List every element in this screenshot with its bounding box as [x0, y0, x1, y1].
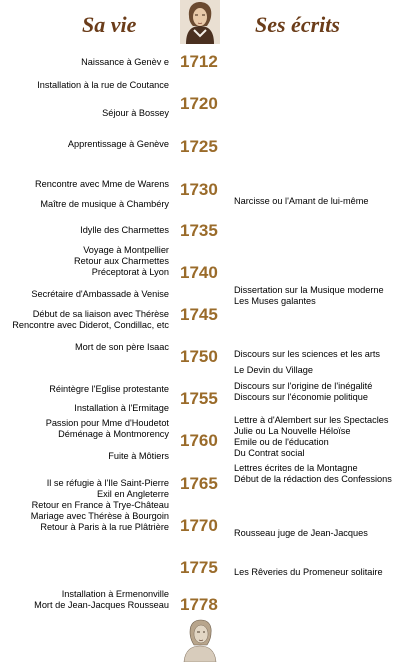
year-label: 1760	[180, 431, 218, 450]
life-event: Installation à Ermenonville	[61, 589, 169, 599]
life-event: Naissance à Genèv e	[81, 57, 169, 67]
life-event: Retour aux Charmettes	[74, 256, 169, 266]
work-title: Emile ou de l'éducation	[234, 437, 329, 447]
work-title: Les Rêveries du Promeneur solitaire	[234, 567, 383, 577]
life-event: Installation à l'Ermitage	[74, 403, 169, 413]
rousseau-portrait-icon	[180, 0, 220, 44]
year-label: 1740	[180, 263, 218, 282]
work-title: Discours sur l'origine de l'inégalité	[234, 381, 373, 391]
work-title: Du Contrat social	[234, 448, 305, 458]
work-title: Narcisse ou l'Amant de lui-même	[234, 196, 369, 206]
works-column-header: Ses écrits	[255, 12, 340, 37]
work-title: Le Devin du Village	[234, 365, 313, 375]
life-event: Secrétaire d'Ambassade à Venise	[31, 289, 169, 299]
work-title: Début de la rédaction des Confessions	[234, 474, 392, 484]
life-event: Retour en France à Trye-Château	[31, 500, 169, 510]
work-title: Rousseau juge de Jean-Jacques	[234, 528, 368, 538]
life-event: Réintègre l'Eglise protestante	[49, 384, 169, 394]
work-title: Discours sur les sciences et les arts	[234, 349, 381, 359]
year-label: 1730	[180, 180, 218, 199]
life-event: Installation à la rue de Coutance	[37, 80, 169, 90]
life-event: Rencontre avec Mme de Warens	[35, 179, 169, 189]
life-event: Passion pour Mme d'Houdetot	[45, 418, 169, 428]
year-label: 1745	[180, 305, 218, 324]
life-event: Mort de son père Isaac	[75, 342, 169, 352]
year-label: 1725	[180, 137, 218, 156]
life-event: Rencontre avec Diderot, Condillac, etc	[12, 320, 169, 330]
life-event: Mariage avec Thérèse à Bourgoin	[30, 511, 169, 521]
work-title: Julie ou La Nouvelle Héloïse	[234, 426, 351, 436]
life-event: Maître de musique à Chambéry	[40, 199, 169, 209]
life-event: Début de sa liaison avec Thérèse	[32, 309, 169, 319]
life-event: Apprentissage à Genève	[67, 139, 169, 149]
life-event: Voyage à Montpellier	[83, 245, 169, 255]
life-event: Il se réfugie à l'Ile Saint-Pierre	[46, 478, 169, 488]
life-event: Déménage à Montmorency	[58, 429, 169, 439]
life-event: Fuite à Môtiers	[108, 451, 169, 461]
year-label: 1770	[180, 516, 218, 535]
life-event: Exil en Angleterre	[96, 489, 169, 499]
life-event: Retour à Paris à la rue Plâtrière	[40, 522, 169, 532]
work-title: Les Muses galantes	[234, 296, 316, 306]
rousseau-bust-icon	[180, 618, 220, 662]
work-title: Lettres écrites de la Montagne	[234, 463, 358, 473]
year-label: 1720	[180, 94, 218, 113]
year-label: 1775	[180, 558, 218, 577]
year-label: 1735	[180, 221, 218, 240]
life-event: Idylle des Charmettes	[80, 225, 169, 235]
life-event: Préceptorat à Lyon	[91, 267, 169, 277]
life-column-header: Sa vie	[82, 12, 137, 37]
work-title: Discours sur l'économie politique	[234, 392, 369, 402]
year-label: 1778	[180, 595, 218, 614]
year-label: 1712	[180, 52, 218, 71]
year-label: 1750	[180, 347, 218, 366]
year-label: 1755	[180, 389, 218, 408]
life-event: Mort de Jean-Jacques Rousseau	[34, 600, 169, 610]
work-title: Dissertation sur la Musique moderne	[234, 285, 384, 295]
work-title: Lettre à d'Alembert sur les Spectacles	[234, 415, 389, 425]
year-label: 1765	[180, 474, 218, 493]
life-event: Séjour à Bossey	[102, 108, 169, 118]
